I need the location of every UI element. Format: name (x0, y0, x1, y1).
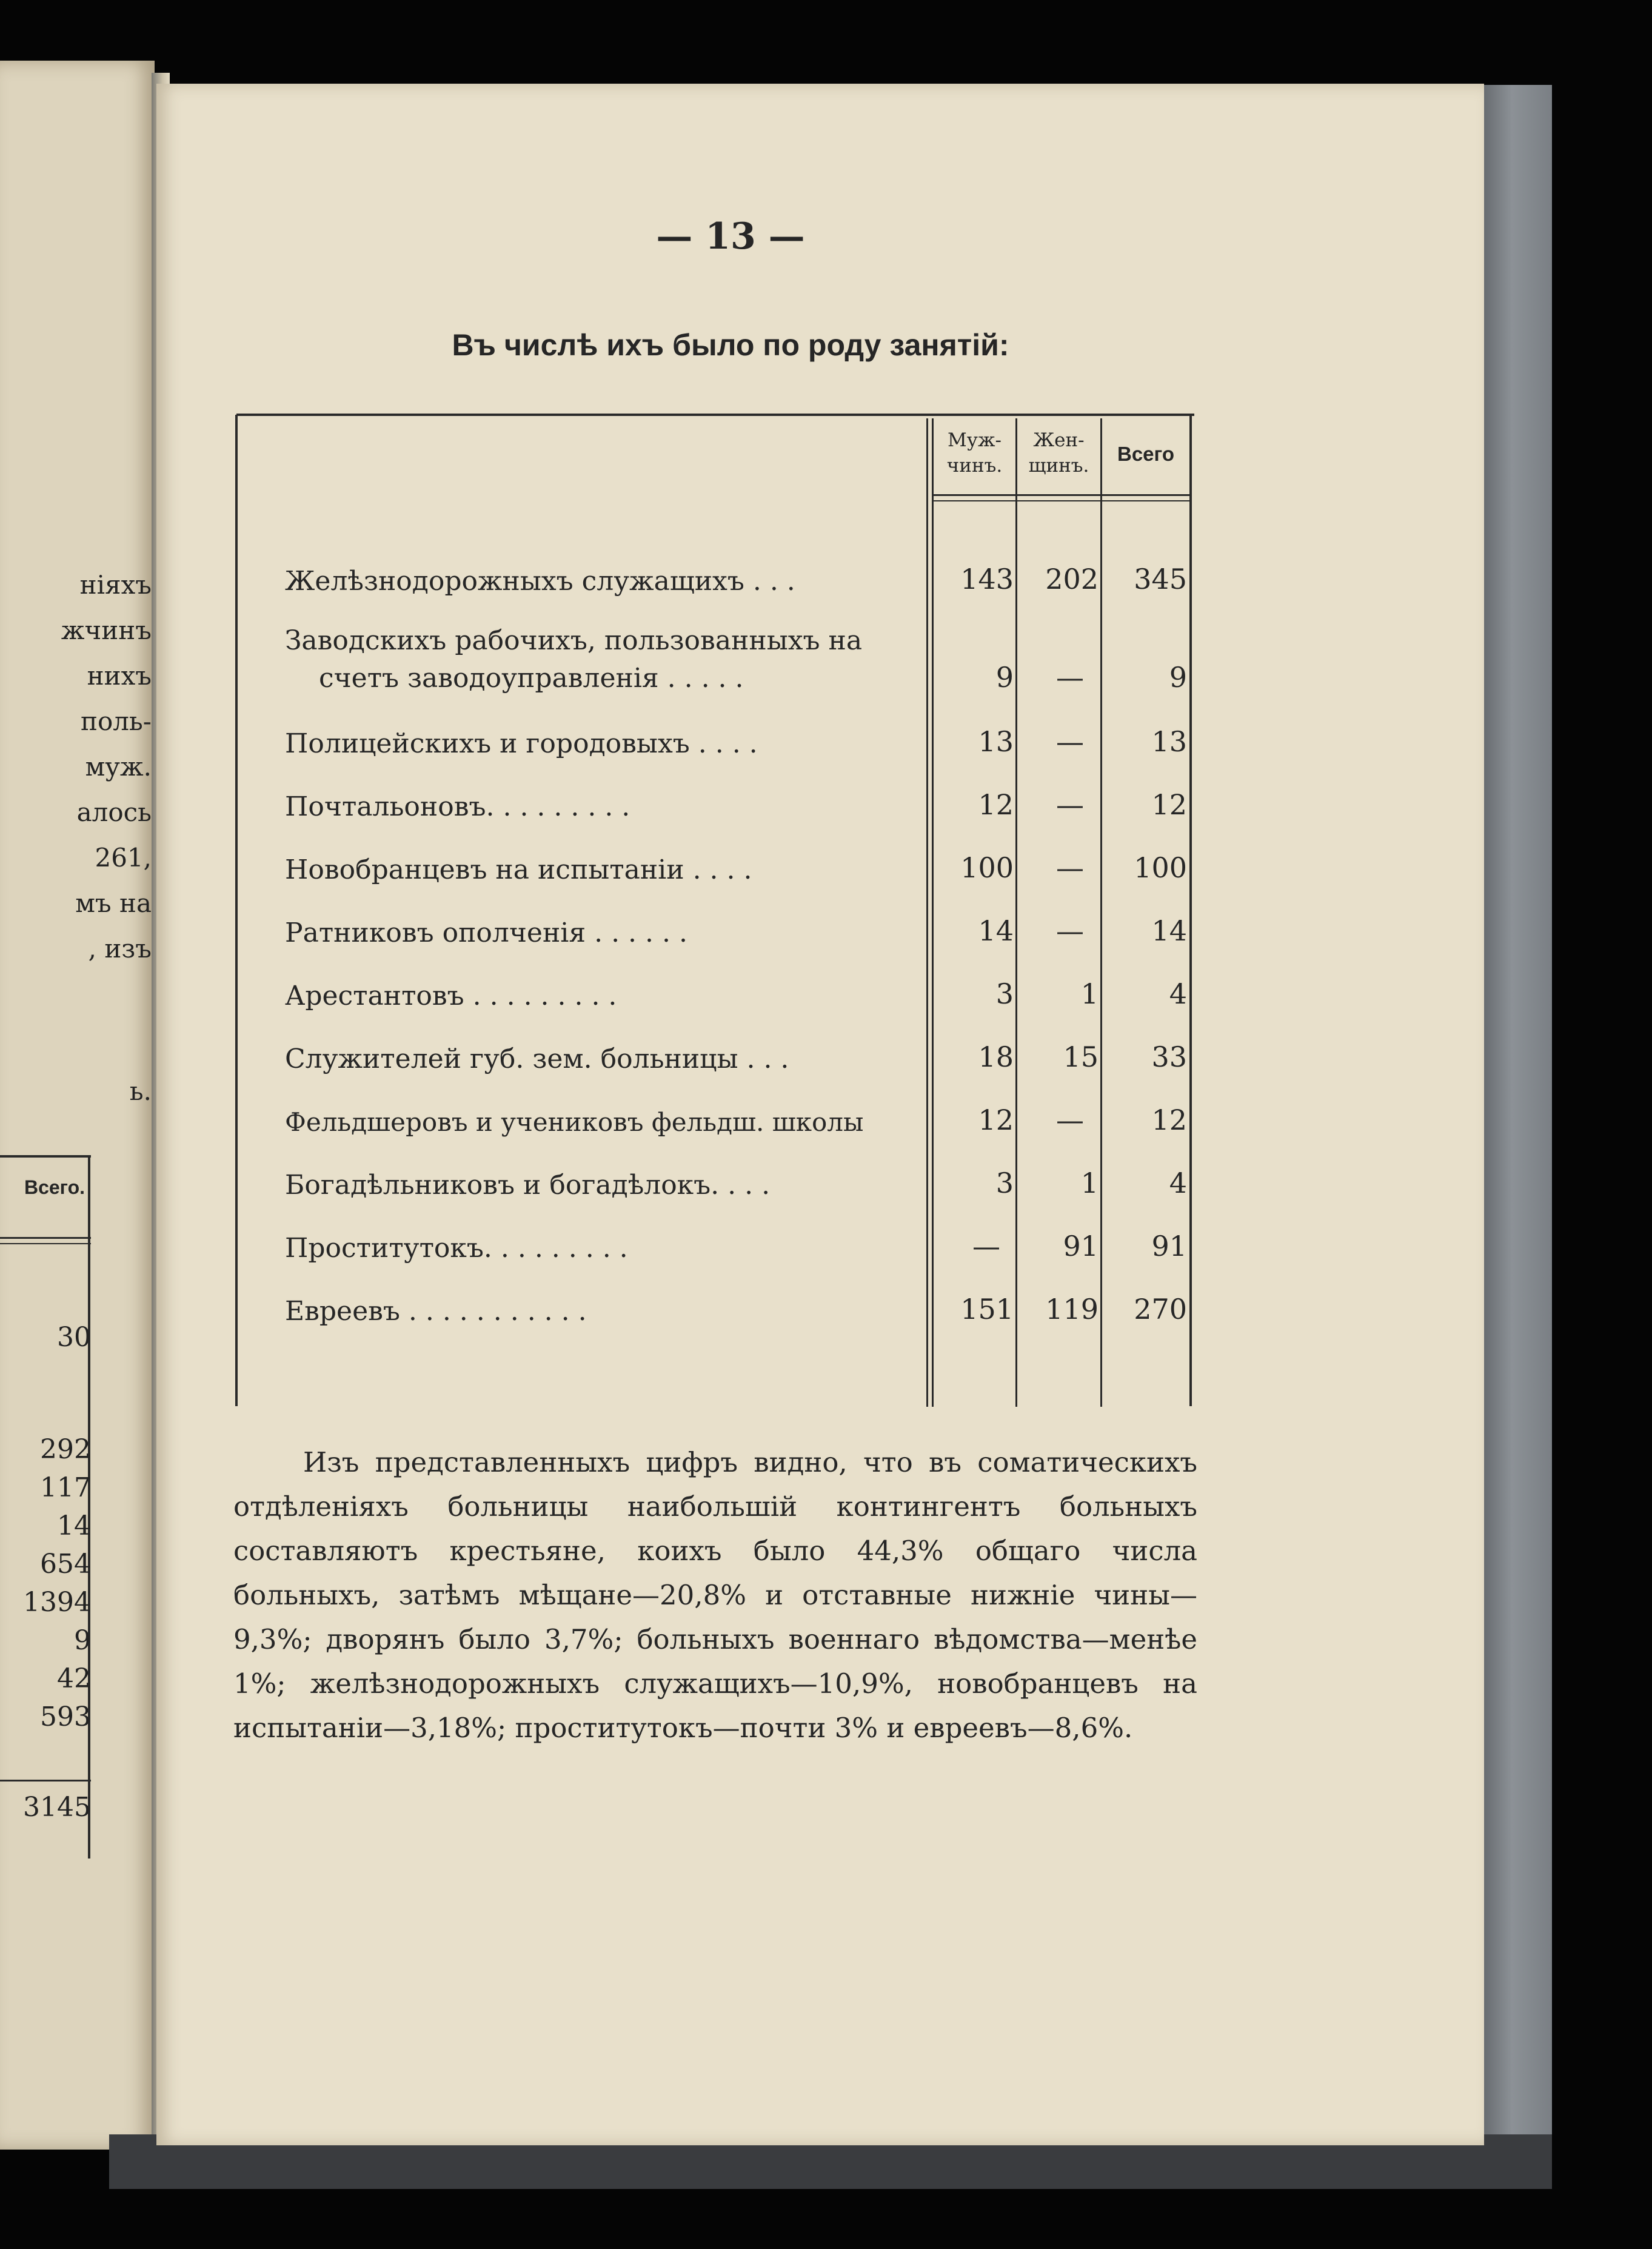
cell-men: 100 (960, 851, 1014, 884)
cell-women: 15 (1063, 1041, 1099, 1073)
fragment-number: 9 (74, 1625, 91, 1656)
cell-women: — (1056, 1104, 1084, 1136)
column-header-women: Жен- щинъ. (1028, 429, 1089, 477)
column-header-men: Муж- чинъ. (946, 429, 1003, 477)
row-label: Заводскихъ рабочихъ, пользованныхъ на счетъ заводоуправленія . . . . . (285, 625, 863, 694)
fragment-line: нихъ (87, 661, 152, 691)
fragment-number: 654 (40, 1549, 91, 1580)
cell-men: — (972, 1230, 1000, 1262)
fragment-line: муж. (85, 752, 152, 782)
fragment-number: 1394 (23, 1587, 91, 1618)
row-label: Евреевъ . . . . . . . . . . . (285, 1296, 587, 1327)
cell-men: 3 (995, 1167, 1014, 1199)
cell-total: 13 (1151, 725, 1187, 758)
paragraph-text: Изъ представленныхъ цифръ видно, что въ соматическихъ отдѣленіяхъ больницы наибольшій контингентъ больныхъ составляютъ крестьяне, коихъ было 44,3% общаго числа больныхъ, затѣмъ мѣщане—20,8% и отставные нижніе чины—9,3%; дворянъ было 3,7%; больныхъ военнаго вѣдомства—менѣе 1%; желѣзнодорожныхъ служащихъ—10,9%, новобранцевъ на испытаніи—3,18%; проститутокъ—почти 3% и евреевъ—8,6%. (233, 1446, 1197, 1744)
fragment-line: ь. (129, 1076, 152, 1106)
column-header-total: Всего (1117, 443, 1174, 465)
table-title: Въ числѣ ихъ было по роду занятій: (452, 328, 1009, 362)
cell-men: 9 (995, 661, 1014, 694)
fragment-line: , изъ (88, 934, 152, 964)
cell-total: 14 (1151, 914, 1187, 947)
fragment-rule (0, 1155, 91, 1158)
cell-men: 151 (960, 1293, 1014, 1326)
cell-men: 13 (978, 725, 1014, 758)
cell-total: 100 (1134, 851, 1187, 884)
row-label: Полицейскихъ и городовыхъ . . . . (285, 728, 758, 759)
header-rule (934, 494, 1191, 496)
fragment-rule (0, 1237, 91, 1239)
cell-men: 12 (978, 788, 1014, 821)
fragment-line: ніяхъ (79, 570, 152, 600)
cell-women: 91 (1063, 1230, 1099, 1262)
cell-women: 1 (1080, 977, 1099, 1010)
row-label: Почтальоновъ. . . . . . . . . (285, 791, 630, 822)
cell-men: 143 (960, 563, 1014, 595)
fragment-rule (0, 1780, 91, 1781)
cell-men: 12 (978, 1104, 1014, 1136)
fragment-header: Всего. (24, 1176, 85, 1198)
row-label: Желѣзнодорожныхъ служащихъ . . . (285, 566, 795, 597)
row-label: Богадѣльниковъ и богадѣлокъ. . . . (285, 1170, 771, 1201)
table-left-rule (235, 415, 238, 1406)
body-paragraph (233, 1440, 1197, 1750)
fragment-number: 292 (40, 1434, 91, 1465)
cell-women: — (1056, 851, 1084, 884)
column-rule (926, 418, 928, 1407)
fragment-line: мъ на (75, 888, 152, 918)
row-label: Служителей губ. зем. больницы . . . (285, 1044, 789, 1074)
cell-men: 18 (978, 1041, 1014, 1073)
cell-women: 119 (1045, 1293, 1099, 1326)
cell-total: 4 (1169, 1167, 1187, 1199)
cell-total: 33 (1151, 1041, 1187, 1073)
fragment-line: алось (76, 797, 152, 827)
fragment-total: 3145 (23, 1792, 91, 1823)
cell-total: 91 (1151, 1230, 1187, 1262)
header-rule (934, 500, 1191, 501)
fragment-number: 30 (57, 1322, 91, 1353)
table-right-rule (1189, 415, 1192, 1406)
cell-women: — (1056, 914, 1084, 947)
fragment-rule (88, 1155, 90, 1859)
row-label: Ратниковъ ополченія . . . . . . (285, 917, 687, 948)
cell-men: 3 (995, 977, 1014, 1010)
fragment-number: 117 (40, 1472, 91, 1503)
fragment-line: жчинъ (61, 615, 152, 645)
fragment-rule (0, 1243, 91, 1244)
book-cover-edge (1479, 85, 1552, 2171)
cell-total: 9 (1169, 661, 1187, 694)
row-label: Проститутокъ. . . . . . . . . (285, 1233, 628, 1264)
row-label: Новобранцевъ на испытаніи . . . . (285, 854, 752, 885)
fragment-line: поль- (80, 706, 152, 736)
cell-total: 12 (1151, 1104, 1187, 1136)
cell-women: — (1056, 725, 1084, 758)
fragment-number: 42 (57, 1663, 91, 1694)
row-label: Фельдшеровъ и учениковъ фельдш. школы (285, 1107, 864, 1137)
cell-women: — (1056, 661, 1084, 694)
cell-total: 12 (1151, 788, 1187, 821)
fragment-number: 14 (57, 1510, 91, 1541)
cell-total: 270 (1134, 1293, 1187, 1326)
cell-women: 1 (1080, 1167, 1099, 1199)
cell-total: 4 (1169, 977, 1187, 1010)
fragment-number: 593 (40, 1701, 91, 1732)
table-top-rule (236, 414, 1194, 416)
cell-total: 345 (1134, 563, 1187, 595)
fragment-line: 261, (95, 843, 152, 873)
page-number: — 13 — (656, 215, 805, 258)
cell-women: 202 (1045, 563, 1099, 595)
cell-women: — (1056, 788, 1084, 821)
cell-men: 14 (978, 914, 1014, 947)
row-label: Арестантовъ . . . . . . . . . (285, 980, 617, 1011)
